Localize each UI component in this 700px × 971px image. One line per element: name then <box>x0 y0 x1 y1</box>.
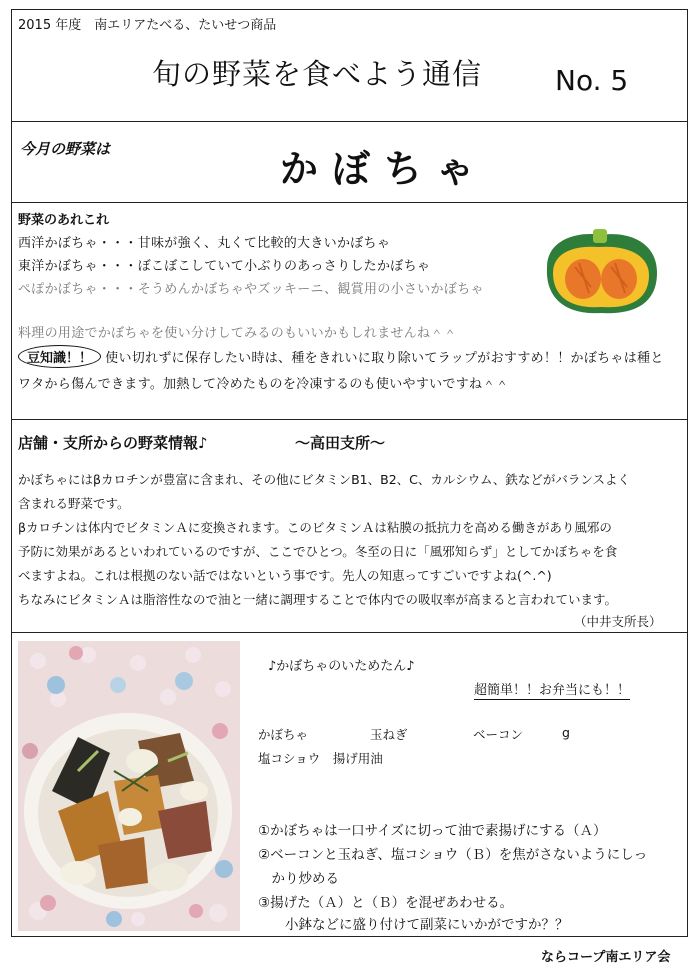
recipe-step-2-cont: かり炒める <box>258 871 339 887</box>
store-info-box <box>11 419 688 633</box>
recipe-step-3: ③揚げた（Ａ）と（Ｂ）を混ぜあわせる。 <box>258 895 514 911</box>
month-label: 今月の野菜は <box>20 140 111 158</box>
store-line-2: 含まれる野菜です。 <box>18 496 130 511</box>
ingredient-4: g <box>562 725 570 740</box>
info-line-1: 西洋かぼちゃ・・・甘味が強く、丸くて比較的大きいかぼちゃ <box>18 236 391 251</box>
info-usage: 料理の用途でかぼちゃを使い分けしてみるのもいいかもしれませんね＾＾ <box>18 326 457 341</box>
header-box <box>11 9 688 122</box>
recipe-step-3-cont: 小鉢などに盛り付けて副菜にいかがですか？？ <box>258 917 569 933</box>
pumpkin-illustration <box>539 227 663 319</box>
footer-org: ならコープ南エリア会 <box>541 950 671 965</box>
vegetable-name: かぼちゃ <box>280 147 489 191</box>
ingredient-2: 玉ねぎ <box>370 727 408 742</box>
info-line-2: 東洋かぼちゃ・・・ぼこぼこしていて小ぶりのあっさりしたかぼちゃ <box>18 259 431 274</box>
vegetable-info-box <box>11 202 688 420</box>
ingredient-1: かぼちゃ <box>258 727 309 742</box>
tip-label: 豆知識！！ <box>18 345 101 368</box>
ingredient-3: ベーコン <box>473 727 524 742</box>
tip-line-2: ワタから傷んできます。加熱して冷めたものを冷凍するのも使いやすいですね＾＾ <box>18 377 509 392</box>
header-topline: 2015 年度 南エリアたべる、たいせつ商品 <box>18 18 277 33</box>
food-photo <box>18 641 240 931</box>
store-heading: 店舗・支所からの野菜情報♪ <box>18 434 208 452</box>
store-line-3: βカロチンは体内でビタミンＡに変換されます。このビタミンＡは粘膜の抵抗力を高める働きがあり風邪の <box>18 520 612 535</box>
recipe-box <box>11 632 688 937</box>
store-line-4: 予防に効果があるといわれているのですが、ここでひとつ。冬至の日に「風邪知らず」としてかぼちゃを食 <box>18 544 618 559</box>
recipe-step-2: ②ベーコンと玉ねぎ、塩コショウ（Ｂ）を焦がさないようにしっ <box>258 847 648 863</box>
store-line-6: ちなみにビタミンＡは脂溶性なので油と一緒に調理することで体内での吸収率が高まると言われています。 <box>18 592 618 607</box>
recipe-step-1: ①かぼちゃは一口サイズに切って油で素揚げにする（Ａ） <box>258 823 607 839</box>
info-line-3: ぺぽかぼちゃ・・・そうめんかぼちゃやズッキーニ、観賞用の小さいかぼちゃ <box>18 282 484 297</box>
store-branch: ～高田支所～ <box>295 434 386 452</box>
store-signature: （中井支所長） <box>574 614 662 629</box>
recipe-title: ♪かぼちゃのいためたん♪ <box>268 659 415 674</box>
ingredients-line-2: 塩コショウ 揚げ用油 <box>258 751 383 766</box>
issue-number: No. 5 <box>555 64 629 97</box>
month-box <box>11 121 688 203</box>
page-title: 旬の野菜を食べよう通信 <box>152 57 483 91</box>
info-heading: 野菜のあれこれ <box>18 213 110 228</box>
tip-row <box>18 345 664 368</box>
store-line-1: かぼちゃにはβカロチンが豊富に含まれ、その他にビタミンB1、B2、C、カルシウム、鉄などがバランスよく <box>18 472 630 487</box>
tip-line-1: 使い切れずに保存したい時は、種をきれいに取り除いてラップがおすすめ！！かぼちゃは種と <box>105 351 664 366</box>
recipe-subtitle: 超簡単！！お弁当にも！！ <box>474 679 630 700</box>
store-line-5: べますよね。これは根拠のない話ではないという事です。先人の知恵ってすごいですよね(^.^) <box>18 568 552 583</box>
